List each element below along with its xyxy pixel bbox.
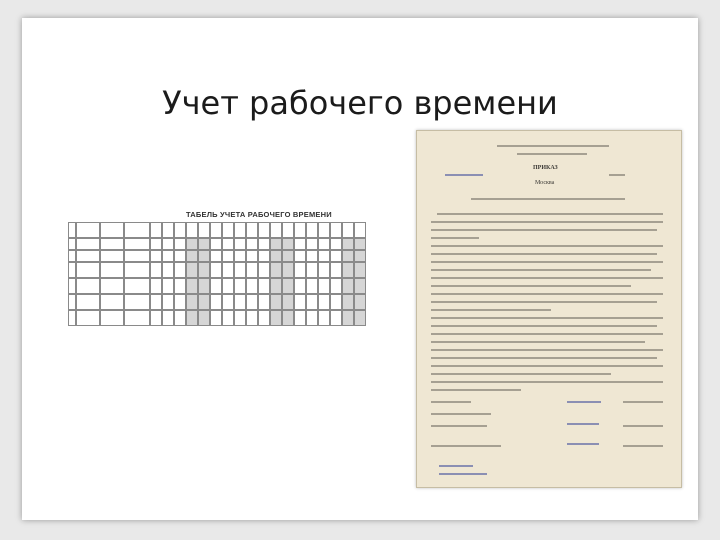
order-image	[416, 130, 682, 488]
slide-title: Учет рабочего времени	[162, 84, 558, 122]
timesheet-title: ТАБЕЛЬ УЧЕТА РАБОЧЕГО ВРЕМЕНИ	[186, 210, 332, 219]
timesheet-image	[66, 158, 398, 390]
order-heading: ПРИКАЗ	[533, 165, 558, 171]
slide	[22, 18, 698, 520]
order-city: Москва	[535, 180, 555, 186]
timesheet-grid	[68, 222, 366, 326]
